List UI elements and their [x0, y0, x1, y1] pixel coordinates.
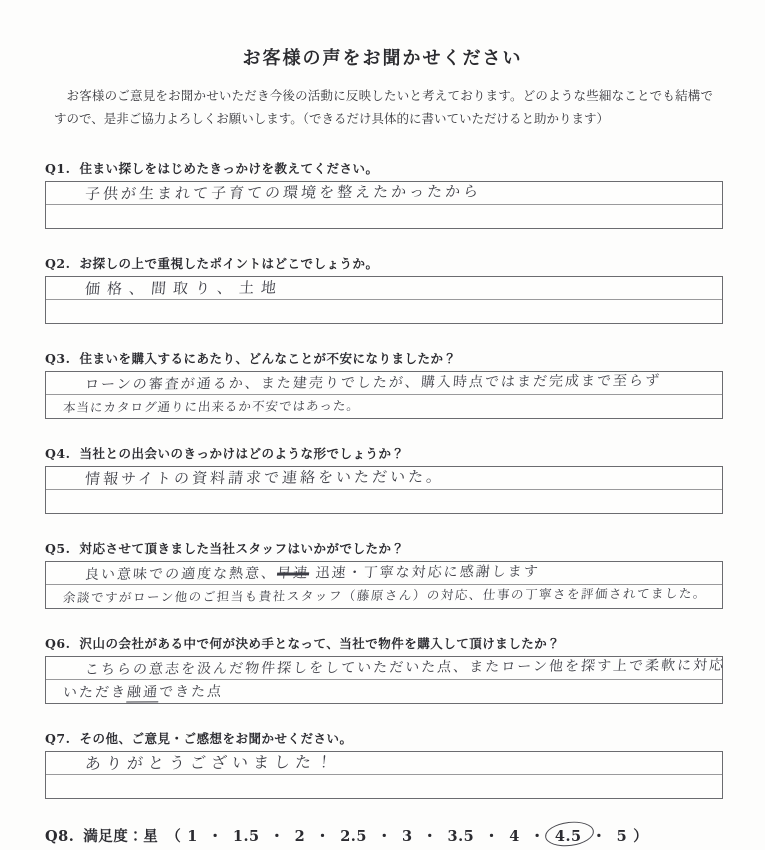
question-label	[45, 160, 723, 178]
answer-line	[46, 467, 722, 490]
answer-box	[45, 751, 723, 799]
answer-segment: 迅速・丁寧な対応に感謝します	[314, 563, 541, 582]
question-list	[45, 160, 726, 799]
question-text: 満足度：星	[83, 828, 159, 845]
answer-line	[46, 277, 722, 300]
rating-option: 3.5	[447, 828, 475, 845]
question-block-q7	[45, 730, 723, 799]
satisfaction-scale	[45, 825, 765, 846]
handwritten-answer: 価格、間取り、土地	[84, 278, 284, 299]
question-label	[45, 445, 723, 463]
rating-option: 2.5	[340, 828, 367, 845]
rating-separator: ・	[207, 828, 223, 845]
rating-option: 1.5	[232, 828, 260, 845]
question-number: Q8.	[45, 828, 75, 845]
question-block-q4	[45, 445, 723, 514]
answer-line	[46, 490, 722, 513]
handwritten-answer: 情報サイトの資料請求で連絡をいただいた。	[84, 467, 445, 489]
question-number: Q5.	[45, 541, 71, 556]
crossed-out-text: 早速	[276, 565, 310, 582]
question-block-q6	[45, 635, 726, 704]
question-block-q1	[45, 160, 723, 229]
rating-separator: ・	[529, 828, 545, 845]
handwritten-answer	[62, 681, 224, 705]
answer-line	[46, 680, 722, 703]
answer-line	[46, 657, 726, 680]
answer-box	[45, 276, 723, 324]
rating-separator: ・	[315, 828, 331, 845]
question-number: Q7.	[45, 731, 71, 746]
answer-line	[46, 300, 722, 323]
answer-box	[45, 371, 723, 419]
rating-option: 5	[616, 828, 628, 845]
answer-segment: 良い意味での適度な熱意、	[84, 565, 278, 584]
rating-separator: ・	[591, 828, 607, 845]
close-paren: ）	[633, 828, 649, 845]
answer-line	[46, 775, 722, 798]
rating-option: 3	[401, 828, 413, 845]
question-number: Q1.	[45, 161, 71, 176]
answer-line	[46, 395, 722, 418]
page-title: お客様の声をお聞かせください	[242, 48, 523, 69]
rating-option: 1	[187, 828, 198, 845]
rating-separator: ・	[484, 828, 500, 845]
question-number: Q3.	[45, 351, 71, 366]
question-number: Q4.	[45, 446, 71, 461]
question-text: 住まい探しをはじめたきっかけを教えてください。	[79, 161, 379, 176]
open-paren: （	[166, 828, 182, 845]
answer-line	[46, 205, 722, 228]
handwritten-answer: ローンの審査が通るか、また建売りでしたが、購入時点ではまだ完成まで至らず	[84, 372, 662, 394]
question-text: 沢山の会社がある中で何が決め手となって、当社で物件を購入して頂けましたか？	[79, 636, 561, 651]
handwritten-answer: こちらの意志を汲んだ物件探しをしていただいた点、またローン他を探す上で柔軟に対応	[84, 657, 726, 679]
question-block-q3	[45, 350, 723, 419]
rating-separator: ・	[376, 828, 392, 845]
question-text: 当社との出会いのきっかけはどのような形でしょうか？	[79, 446, 405, 461]
rating-option: 4.5	[554, 828, 582, 845]
rating-separator: ・	[422, 828, 438, 845]
intro-text: お客様のご意見をお聞かせいただき今後の活動に反映したいと考えております。どのような些細なことでも結構ですので、是非ご協力よろしくお願いします。（できるだけ具体的に書いていただけると助かります）	[54, 88, 713, 126]
rating-option: 4	[509, 828, 520, 845]
answer-line	[46, 752, 722, 775]
question-label	[45, 540, 723, 558]
answer-line	[46, 372, 722, 395]
answer-segment: いただき	[62, 684, 128, 702]
question-label	[45, 635, 723, 653]
question-text: その他、ご意見・ご感想をお聞かせください。	[79, 731, 353, 746]
question-number: Q6.	[45, 636, 71, 651]
answer-line	[46, 585, 722, 608]
question-number: Q2.	[45, 256, 71, 271]
answer-box	[45, 656, 726, 704]
handwritten-answer: 本当にカタログ通りに出来るか不安ではあった。	[62, 397, 361, 416]
question-block-q2	[45, 255, 723, 324]
answer-segment: できた点	[158, 683, 224, 701]
answer-box	[45, 181, 723, 229]
question-label	[45, 255, 723, 273]
handwritten-answer: 余談ですがローン他のご担当も貴社スタッフ（藤原さん）の対応、仕事の丁寧さを評価されてました。	[62, 585, 708, 606]
question-block-q5	[45, 540, 723, 609]
rating-separator: ・	[269, 828, 285, 845]
question-label	[45, 730, 723, 748]
question-text: 対応させて頂きました当社スタッフはいかがでしたか？	[79, 541, 405, 556]
handwritten-answer: ありがとうございました！	[84, 752, 338, 774]
question-text: 住まいを購入するにあたり、どんなことが不安になりましたか？	[79, 351, 457, 366]
answer-box	[45, 466, 723, 514]
selected-rating-option	[555, 828, 582, 845]
answer-box	[45, 561, 723, 609]
underlined-text: 融通	[126, 684, 160, 701]
question-label	[45, 350, 723, 368]
handwritten-answer: 子供が生まれて子育ての環境を整えたかったから	[84, 182, 482, 204]
rating-option: 2	[294, 828, 306, 845]
answer-line	[46, 182, 722, 205]
question-text: お探しの上で重視したポイントはどこでしょうか。	[79, 256, 379, 271]
